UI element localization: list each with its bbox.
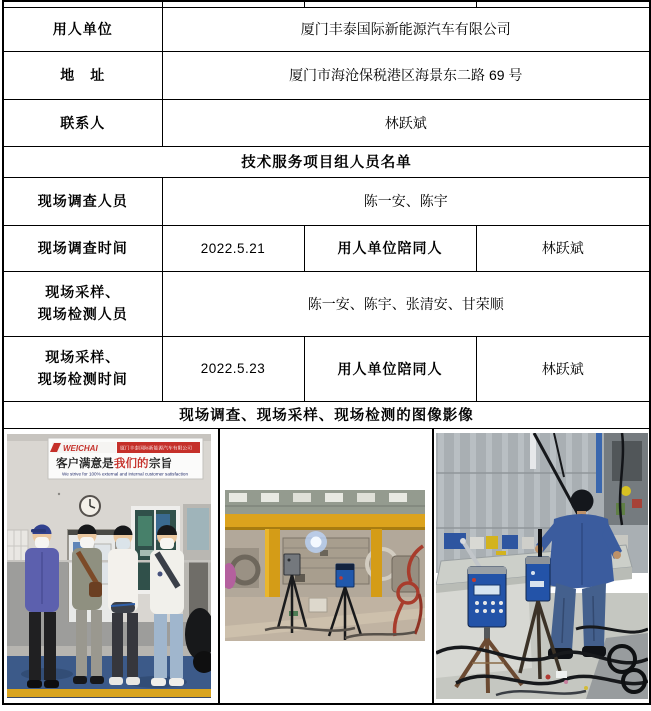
- yellow-floor-stripe: [7, 689, 211, 697]
- blue-pole: [596, 433, 602, 493]
- survey-personnel-label: 现场调查人员: [3, 177, 162, 225]
- sampling-companion-label: 用人单位陪同人: [304, 336, 476, 401]
- address-label: 地 址: [3, 51, 162, 99]
- wall-clock: [80, 496, 100, 516]
- customer-satisfaction-banner: [48, 438, 203, 479]
- sampling-time-value: 2022.5.23: [162, 336, 304, 401]
- contact-value: 林跃斌: [162, 99, 650, 146]
- employer-row: [3, 7, 650, 51]
- team-header: 技术服务项目组人员名单: [3, 146, 650, 177]
- team-header-row: [3, 146, 650, 177]
- survey-companion-label: 用人单位陪同人: [304, 225, 476, 271]
- yellow-beam: [225, 514, 425, 529]
- images-header: 现场调查、现场采样、现场检测的图像影像: [3, 401, 650, 428]
- wall-equipment: [604, 433, 648, 525]
- address-row: [3, 51, 650, 99]
- service-info-table: [2, 0, 651, 705]
- sampling-personnel-label: [3, 271, 162, 336]
- photo-divider-2: [432, 429, 434, 704]
- survey-time-value: 2022.5.21: [162, 225, 304, 271]
- sampling-time-label-line1: 现场采样、: [45, 348, 121, 365]
- factory-sampling-photo: [225, 490, 425, 641]
- sampling-time-label-line2: 现场检测时间: [37, 370, 128, 387]
- sampling-time-label: [3, 336, 162, 401]
- contact-row: [3, 99, 650, 146]
- welding-arc: [305, 531, 327, 553]
- address-value: 厦门市海沧保税港区海景东二路 69 号: [162, 51, 650, 99]
- images-header-row: [3, 401, 650, 428]
- banner-slogan-black1: 客户满意是: [56, 457, 114, 470]
- sampling-personnel-label-line2: 现场检测人员: [37, 305, 128, 322]
- employer-value: 厦门丰泰国际新能源汽车有限公司: [162, 7, 650, 51]
- photos-cell: [3, 428, 650, 704]
- banner-company-text: 厦门丰泰国际新能源汽车有限公司: [120, 446, 192, 451]
- banner-slogan-english: We strive for 100% external and internal customer satisfaction: [61, 471, 189, 476]
- sampling-time-row: [3, 336, 650, 401]
- photos-row: [3, 428, 650, 704]
- contact-label: 联系人: [3, 99, 162, 146]
- survey-personnel-row: [3, 177, 650, 225]
- sampling-personnel-row: [3, 271, 650, 336]
- worker-measurement-photo: [436, 433, 648, 699]
- banner-slogan-red: 我们的: [114, 457, 149, 470]
- photo-divider-1: [218, 429, 220, 704]
- survey-companion-value: 林跃斌: [476, 225, 650, 271]
- group-photo: [7, 434, 211, 698]
- banner-slogan-black2: 宗旨: [149, 457, 172, 470]
- employer-label: 用人单位: [3, 7, 162, 51]
- survey-time-row: [3, 225, 650, 271]
- sampling-companion-value: 林跃斌: [476, 336, 650, 401]
- sampling-personnel-value: 陈一安、陈宇、张清安、甘荣顺: [162, 271, 650, 336]
- banner-logo-text: WEICHAI: [63, 443, 98, 453]
- yellow-column-2: [371, 529, 382, 597]
- survey-personnel-value: 陈一安、陈宇: [162, 177, 650, 225]
- survey-time-label: 现场调查时间: [3, 225, 162, 271]
- sampling-personnel-label-line1: 现场采样、: [45, 283, 121, 300]
